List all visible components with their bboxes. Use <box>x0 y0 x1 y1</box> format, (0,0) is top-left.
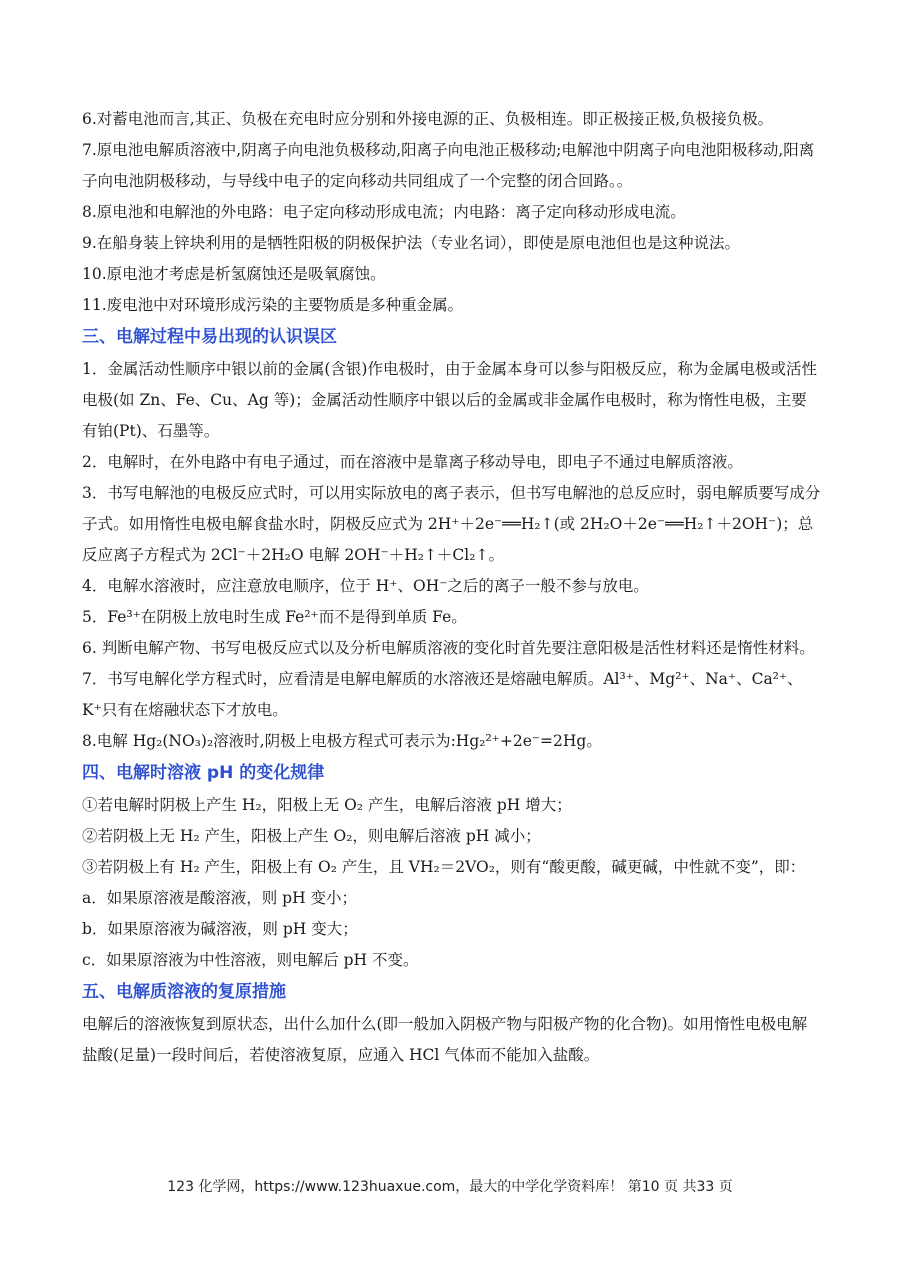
list-item: ①若电解时阴极上产生 H₂，阳极上无 O₂ 产生，电解后溶液 pH 增大； <box>82 796 572 814</box>
list-item: b．如果原溶液为碱溶液，则 pH 变大； <box>82 920 358 938</box>
list-item: 9.在船身装上锌块利用的是牺牲阳极的阴极保护法（专业名词），即使是原电池但也是这种说法。 <box>82 234 741 252</box>
list-item: 7．书写电解化学方程式时，应看清是电解电解质的水溶液还是熔融电解质。Al³⁺、Mg²⁺、Na⁺、Ca²⁺、K⁺只有在熔融状态下才放电。 <box>82 670 803 719</box>
list-item: 11.废电池中对环境形成污染的主要物质是多种重金属。 <box>82 296 464 314</box>
list-item: ③若阴极上有 H₂ 产生，阳极上有 O₂ 产生，且 VH₂＝2VO₂，则有“酸更酸，碱更碱，中性就不变”，即： <box>82 858 806 876</box>
list-item: 6.对蓄电池而言,其正、负极在充电时应分别和外接电源的正、负极相连。即正极接正极,负极接负极。 <box>82 110 774 128</box>
list-item: 1．金属活动性顺序中银以前的金属(含银)作电极时，由于金属本身可以参与阳极反应，称为金属电极或活性电极(如 Zn、Fe、Cu、Ag 等)；金属活动性顺序中银以后的金属或非金属作电极时，称为惰性电极，主要有铂(Pt)、石墨等。 <box>82 360 817 440</box>
list-item: 8.原电池和电解池的外电路：电子定向移动形成电流；内电路：离子定向移动形成电流。 <box>82 203 686 221</box>
list-item: 10.原电池才考虑是析氢腐蚀还是吸氧腐蚀。 <box>82 265 386 283</box>
list-item: c．如果原溶液为中性溶液，则电解后 pH 不变。 <box>82 951 419 969</box>
list-item: 6. 判断电解产物、书写电极反应式以及分析电解质溶液的变化时首先要注意阳极是活性材料还是惰性材料。 <box>82 639 815 657</box>
section-heading-4: 四、电解时溶液 pH 的变化规律 <box>82 763 325 783</box>
list-item: 4．电解水溶液时，应注意放电顺序，位于 H⁺、OH⁻之后的离子一般不参与放电。 <box>82 577 649 595</box>
list-item: 5．Fe³⁺在阴极上放电时生成 Fe²⁺而不是得到单质 Fe。 <box>82 608 467 626</box>
list-item: 3．书写电解池的电极反应式时，可以用实际放电的离子表示，但书写电解池的总反应时，弱电解质要写成分子式。如用惰性电极电解食盐水时，阴极反应式为 2H⁺＋2e⁻══H₂↑(或 2H₂O＋2e⁻══H₂↑＋2OH⁻)；总反应离子方程式为 2Cl⁻＋2H₂O 电解 2OH⁻＋H₂↑＋Cl₂↑。 <box>82 484 821 564</box>
page-footer: 123 化学网，https://www.123huaxue.com，最大的中学化学资料库！ 第10 页 共33 页 <box>167 1179 733 1195</box>
list-item: 7.原电池电解质溶液中,阴离子向电池负极移动,阳离子向电池正极移动;电解池中阴离子向电池阳极移动,阳离子向电池阴极移动，与导线中电子的定向移动共同组成了一个完整的闭合回路。。 <box>82 141 815 190</box>
paragraph: 电解后的溶液恢复到原状态，出什么加什么(即一般加入阴极产物与阳极产物的化合物)。如用惰性电极电解盐酸(足量)一段时间后，若使溶液复原，应通入 HCl 气体而不能加入盐酸。 <box>82 1015 808 1064</box>
section-heading-3: 三、电解过程中易出现的认识误区 <box>82 327 337 347</box>
list-item: ②若阴极上无 H₂ 产生，阳极上产生 O₂，则电解后溶液 pH 减小； <box>82 827 541 845</box>
list-item: a．如果原溶液是酸溶液，则 pH 变小； <box>82 889 358 907</box>
list-item: 8.电解 Hg₂(NO₃)₂溶液时,阴极上电极方程式可表示为:Hg₂²⁺+2e⁻=2Hg。 <box>82 732 602 750</box>
list-item: 2．电解时，在外电路中有电子通过，而在溶液中是靠离子移动导电，即电子不通过电解质溶液。 <box>82 453 743 471</box>
section-heading-5: 五、电解质溶液的复原措施 <box>82 982 286 1002</box>
document-body <box>82 104 822 1071</box>
